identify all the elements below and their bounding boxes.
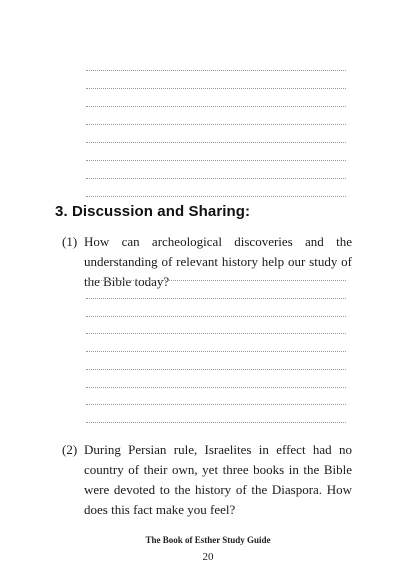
answer-line [86,88,346,89]
answer-line [86,369,346,370]
question-number: (1) [62,234,78,249]
answer-line [86,106,346,107]
answer-line [86,70,346,71]
question-2 [62,440,352,520]
section-heading: 3. Discussion and Sharing: [55,203,251,220]
answer-line [86,178,346,179]
answer-line [86,196,346,197]
answer-line [86,351,346,352]
answer-line [86,316,346,317]
answer-line [86,142,346,143]
answer-line [86,387,346,388]
answer-line [86,124,346,125]
answer-line [86,333,346,334]
footer-book-title: The Book of Esther Study Guide [145,535,271,545]
page-number: 20 [202,551,214,563]
answer-lines-previous [86,70,346,196]
answer-line [86,160,346,161]
question-number: (2) [62,442,78,457]
answer-lines-question-1 [86,280,346,422]
answer-line [86,298,346,299]
answer-line [86,404,346,405]
answer-line [86,422,346,423]
question-text: During Persian rule, Israelites in effect had no country of their own, yet three books in the Bible were devoted to the history of the Diaspora. How does this fact make you feel? [84,442,352,517]
question-text: How can archeological discoveries and the understanding of relevant history help our study of the Bible today? [84,234,352,289]
answer-line [86,280,346,281]
